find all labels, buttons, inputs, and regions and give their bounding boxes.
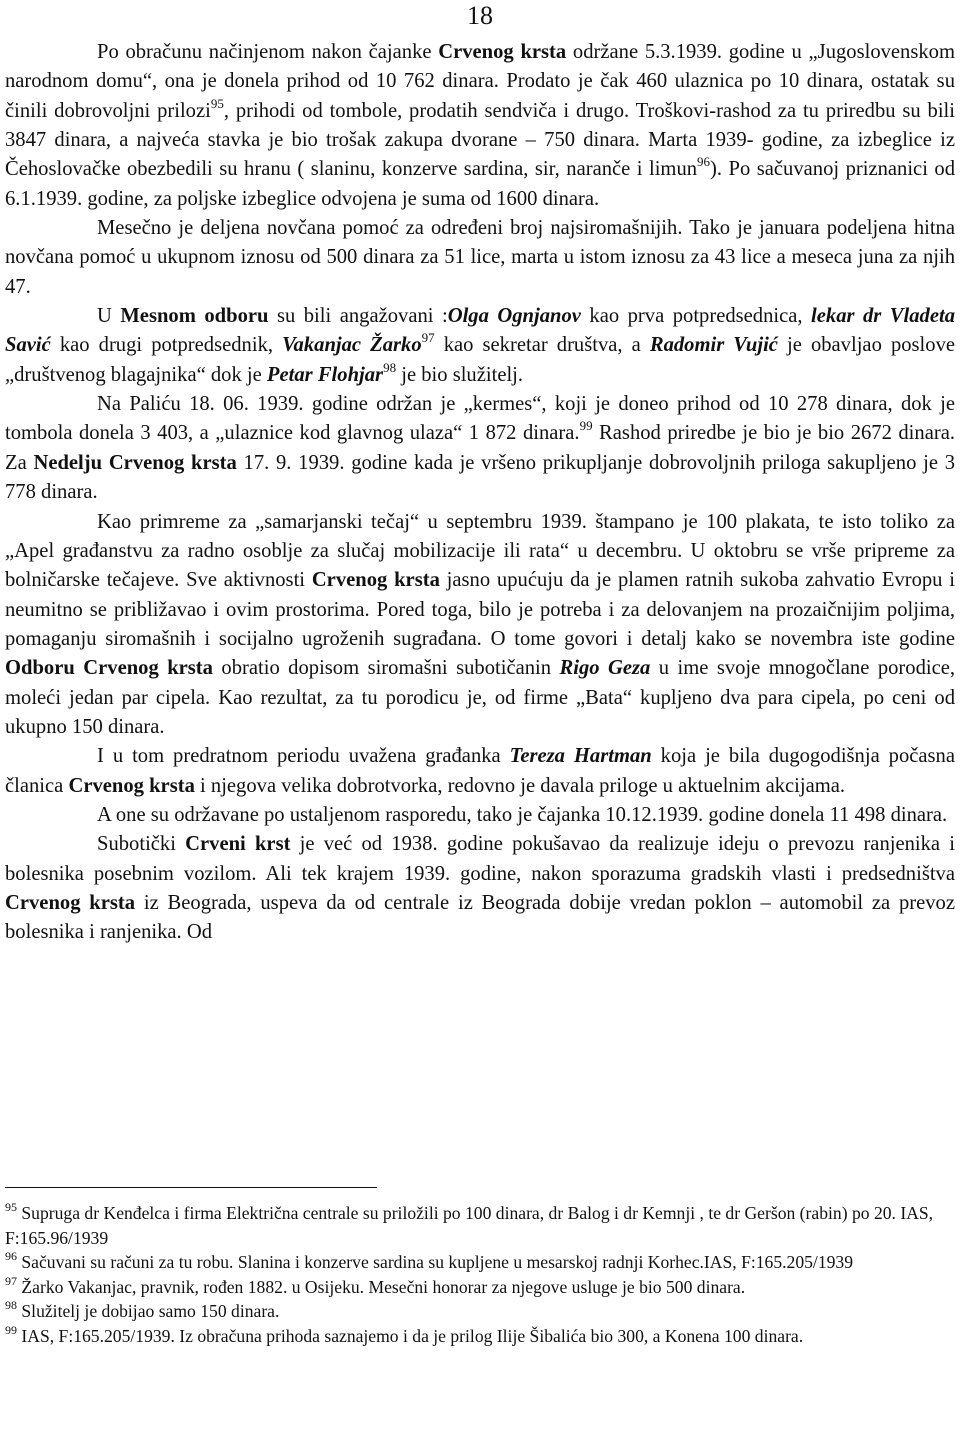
footnote — [5, 1299, 955, 1324]
text-run: 17. 9. 1939. godine kada je vršeno prikupljanje dobrovoljnih priloga sakupljeno je 3 778 dinara. — [5, 451, 956, 504]
paragraph — [5, 302, 955, 390]
paragraph — [5, 390, 955, 507]
person-name: Petar Flohjar — [266, 363, 384, 386]
footnote-text: Sačuvani su računi za tu robu. Slanina i konzerve sardina su kupljene u mesarskoj radnji Korhec.IAS, F:165.205/1939 — [17, 1252, 854, 1273]
footnote-ref: 96 — [697, 154, 711, 170]
footnote-text: Služitelj je dobijao samo 150 dinara. — [17, 1301, 280, 1322]
text-run: obratio dopisom siromašni subotičanin — [212, 657, 560, 680]
bold-text: Crvenog krsta — [438, 41, 567, 63]
paragraph — [5, 214, 955, 302]
text-run: iz Beograda, uspeva da od centrale iz Beograda dobije vredan poklon – automobil za prevoz bolesnika i ranjenika. Od — [5, 891, 955, 944]
text-run: Na Paliću 18. 06. 1939. godine održan je „kermes“, koji je doneo prihod od 10 278 dinara, dok je tombola donela 3 403, a „ulaznice kod glavnog ulaza“ 1 872 dinara. — [5, 393, 955, 445]
text-run: u ime svoje mnogočlane porodice, moleći jedan par cipela. Kao rezultat, za tu porodicu je, od firme „Bata“ kupljeno dva para cipela, po ceni od ukupno 150 dinara. — [5, 657, 956, 738]
text-run: kao sekretar društva, a — [434, 334, 650, 357]
person-name: Tereza Hartman — [509, 745, 652, 768]
text-run: je bio služitelj. — [396, 363, 524, 386]
page-number: 18 — [467, 1, 493, 30]
bold-text: Crvenog krsta — [5, 891, 136, 914]
footnote-number: 96 — [5, 1249, 17, 1264]
text-run: je obavljao poslove „društvenog blagajnika“ dok je — [5, 334, 956, 386]
bold-text: Odboru Crvenog krsta — [5, 657, 213, 680]
footnote — [5, 1250, 955, 1275]
footnote-ref: 98 — [383, 359, 397, 375]
text-run: Kao primreme za „samarjanski tečaj“ u septembru 1939. štampano je 100 plakata, te isto toliko za „Apel građanstvu za radno osoblje za slučaj mobilizacije ili rata“ u decembru. U oktobru se vrše pripreme za bolničarske tečajeve. Sve aktivnosti — [5, 510, 955, 592]
text-run: , prihodi od tombole, prodatih sendviča i drugo. Troškovi-rashod za tu priredbu su bili 3847 dinara, a najveća stavka je bio trošak zakupa dvorane – 750 dinara. Marta 1939- godine, za izbeglice iz Čehoslovačke obezbedili su hranu ( slaninu, konzerve sardina, sir, narančе i limun — [5, 99, 955, 181]
bold-text: Mesnom odboru — [120, 305, 269, 328]
text-run: koja je bila dugogodišnja počasna članica — [5, 745, 955, 797]
bold-text: Crvenog krsta — [68, 774, 195, 797]
text-run: Po obračunu načinjenom nakon čajanke — [97, 41, 439, 63]
paragraph — [5, 508, 955, 743]
body-text — [5, 38, 955, 948]
text-run: ). Po sačuvanoj priznanici od 6.1.1939. godine, za poljske izbeglice odvojena je suma od 1600 dinara. — [5, 158, 955, 210]
person-name: lekar dr Vladeta Savić — [5, 305, 956, 357]
text-run: jasno upućuju da je plamen ratnih sukoba zahvatio Evropu i neumitno se približavao i ovim prostorima. Pored toga, bilo je potreba i za delovanjem na prozaičnijim poljima, pomaganju siromašnih i socijalno ugroženih sugrađana. O tome govori i detalj kako se novembra iste godine — [5, 569, 955, 650]
person-name: Vakanjac Žarko — [282, 334, 422, 357]
footnotes — [5, 1201, 955, 1349]
footnote-number: 95 — [5, 1200, 17, 1214]
footnote-ref: 99 — [579, 418, 593, 434]
text-run: održane 5.3.1939. godine u „Jugoslovenskom narodnom domu“, ona je donela prihod od 10 762 dinara. Prodato je čak 460 ulaznica po 10 dinara, ostatak su činili dobrovoljni prilozi — [5, 41, 955, 122]
text-run: kao drugi potpredsednik, — [50, 334, 283, 357]
text-run: Mesečno je deljena novčana pomoć za određeni broj najsiromašnijih. Tako je januara podeljena hitna novčana pomoć u ukupnom iznosu od 500 dinara za 51 lice, marta u istom iznosu za 43 lice a meseca juna za njih 47. — [5, 217, 955, 298]
bold-text: Crvenog krsta — [311, 569, 440, 592]
footnote-separator — [5, 1187, 377, 1188]
footnote-text: Supruga dr Kenđelca i firma Električna centrale su priložili po 100 dinara, dr Balog i dr Kemnji , te dr Geršon (rabin) po 20. IAS, F:165.96/1939 — [5, 1203, 934, 1248]
footnote — [5, 1201, 955, 1250]
footnote-ref: 97 — [421, 330, 435, 346]
person-name: Radomir Vujić — [649, 334, 778, 357]
footnote-number: 98 — [5, 1298, 17, 1313]
footnote — [5, 1324, 955, 1349]
person-name: Rigo Geza — [559, 657, 651, 680]
text-run: je već od 1938. godine pokušavao da realizuje ideju o prevozu ranjenika i bolesnika posebnim vozilom. Ali tek krajem 1939. godine, nakon sporazuma gradskih vlasti i predsedništva — [5, 833, 955, 885]
paragraph — [5, 38, 955, 214]
footnote-number: 97 — [5, 1273, 17, 1288]
text-run: A one su održavane po ustaljenom rasporedu, tako je čajanka 10.12.1939. godine donela 11 498 dinara. — [97, 803, 948, 826]
footnote-number: 99 — [5, 1322, 17, 1337]
text-run: U — [97, 305, 121, 328]
footnote — [5, 1275, 955, 1300]
footnote-text: IAS, F:165.205/1939. Iz obračuna prihoda saznajemo i da je prilog Ilije Šibalića bio 300, a Konena 100 dinara. — [17, 1325, 804, 1346]
text-run: kao prva potpredsednica, — [580, 305, 812, 328]
footnote-text: Žarko Vakanjac, pravnik, rođen 1882. u Osijeku. Mesečni honorar za njegove usluge je bio 500 dinara. — [17, 1276, 746, 1297]
bold-text: Nedelju Crvenog krsta — [33, 451, 237, 474]
bold-text: Crveni krst — [185, 833, 291, 856]
text-run: I u tom predratnom periodu uvažena građanka — [97, 745, 510, 768]
person-name: Olga Ognjanov — [447, 305, 581, 328]
text-run: Rashod priredbe je bio je bio 2672 dinara. Za — [5, 422, 955, 474]
text-run: su bili angažovani : — [268, 305, 448, 328]
paragraph — [5, 830, 955, 947]
text-run: Subotički — [97, 833, 186, 856]
text-run: i njegova velika dobrotvorka, redovno je davala priloge u aktuelnim akcijama. — [194, 774, 846, 797]
paragraph — [5, 801, 955, 830]
paragraph — [5, 742, 955, 801]
footnote-ref: 95 — [210, 95, 224, 111]
